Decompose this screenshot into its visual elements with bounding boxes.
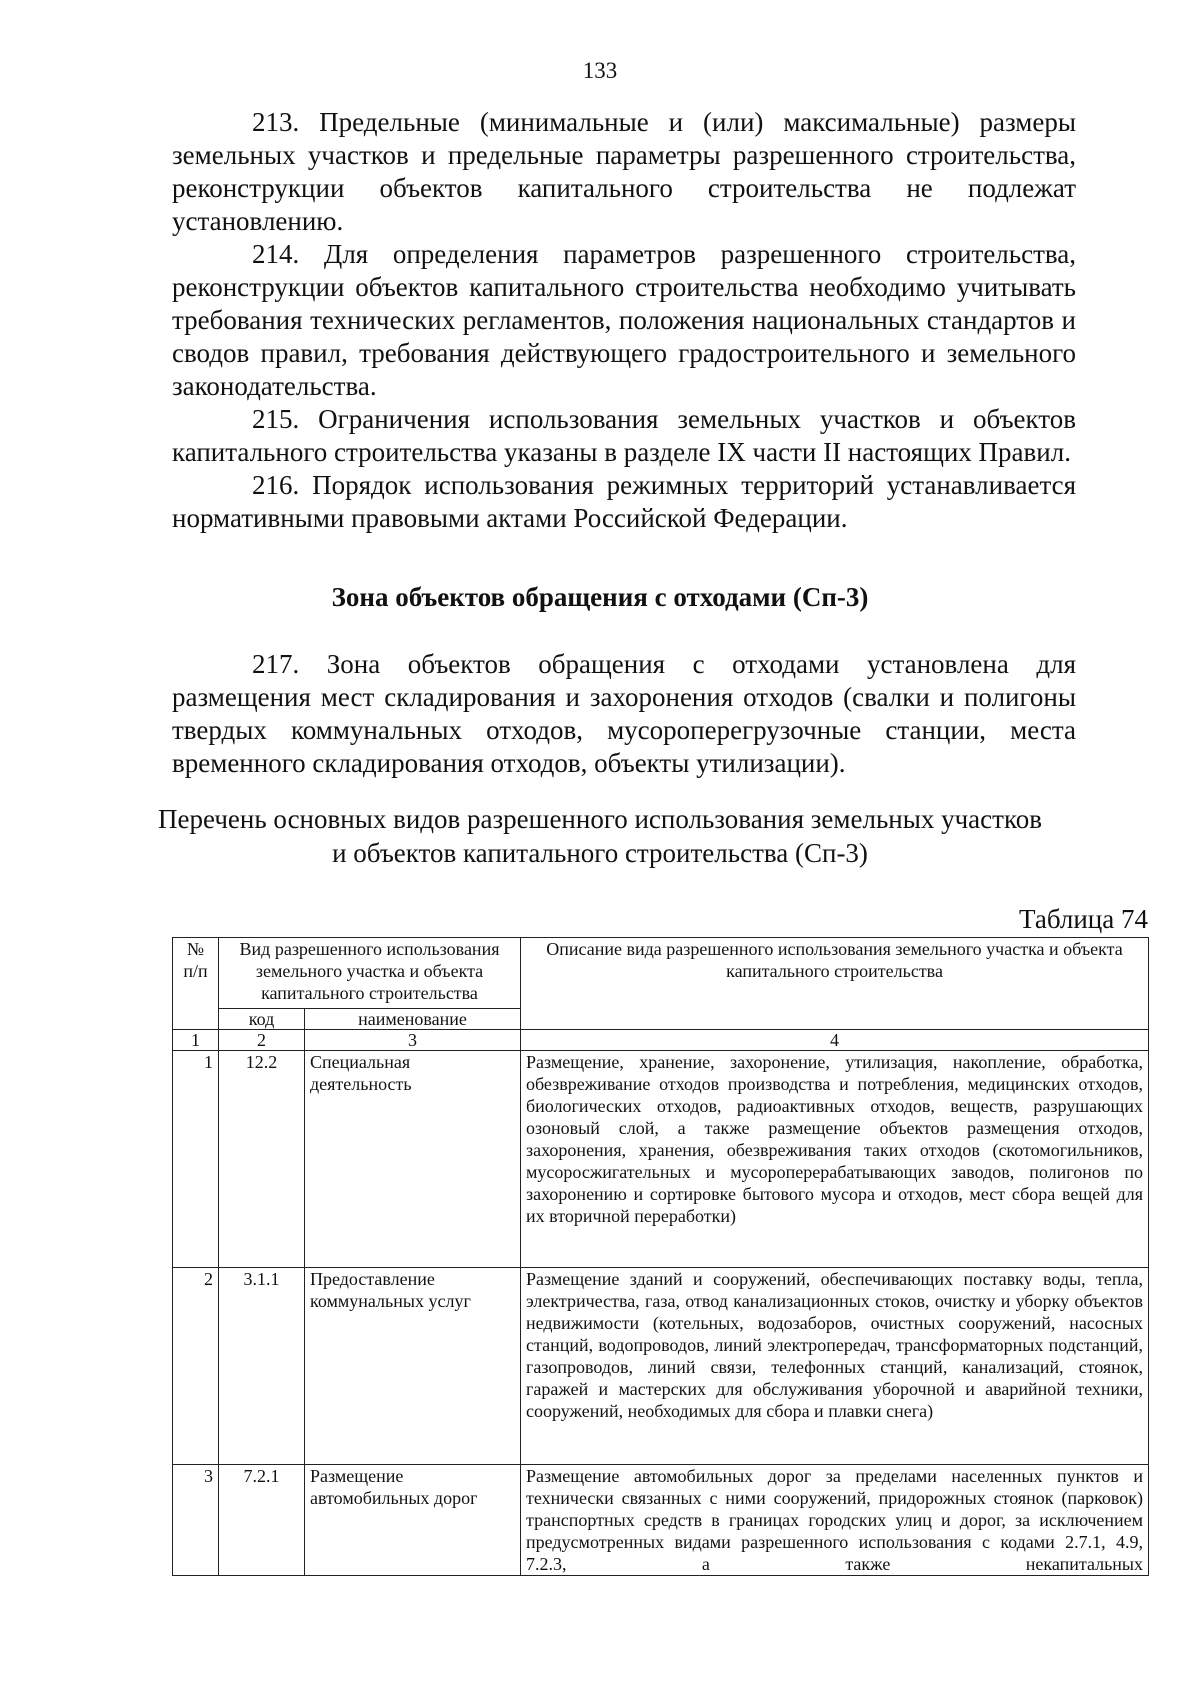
column-numbering-row	[173, 1030, 1149, 1051]
paragraph-213: 213. Предельные (минимальные и (или) максимальные) размеры земельных участков и предельные параметры разрешенного строительства, реконструкции объектов капитального строительства не подлежат установлению.	[172, 107, 1076, 236]
column-number: 2	[219, 1030, 305, 1051]
header-desc: Описание вида разрешенного использования земельного участка и объекта капитального строительства	[521, 938, 1149, 1030]
header-kod: код	[219, 1009, 305, 1030]
table-caption: Таблица 74	[1019, 904, 1148, 934]
row-description: Размещение автомобильных дорог за пределами населенных пунктов и технически связанных с ними сооружений, придорожных стоянок (парковок) транспортных средств в границах городских улиц и дорог, за исключением предусмотренных видами разрешенного использования с кодами 2.7.1, 4.9, 7.2.3, а также некапитальных	[521, 1465, 1149, 1576]
table-row	[173, 1268, 1149, 1465]
paragraphs-block	[172, 106, 1076, 535]
row-name: Размещение автомобильных дорог	[305, 1465, 521, 1576]
row-description: Размещение, хранение, захоронение, утилизация, накопление, обработка, обезвреживание отходов производства и потребления, медицинских отходов, биологических отходов, радиоактивных отходов, веществ, разрушающих озоновый слой, а также размещение объектов размещения отходов, захоронения, хранения, обезвреживания таких отходов (скотомогильников, мусоросжигательных и мусороперерабатывающих заводов, полигонов по захоронению и сортировке бытового мусора и отходов, мест сбора вещей для их вторичной переработки)	[521, 1051, 1149, 1268]
row-description: Размещение зданий и сооружений, обеспечивающих поставку воды, тепла, электричества, газа, отвод канализационных стоков, очистку и уборку объектов недвижимости (котельных, водозаборов, очистных сооружений, насосных станций, водопроводов, линий электропередач, трансформаторных подстанций, газопроводов, линий связи, телефонных станций, канализаций, стоянок, гаражей и мастерских для обслуживания уборочной и аварийной техники, сооружений, необходимых для сбора и плавки снега)	[521, 1268, 1149, 1465]
row-code: 3.1.1	[219, 1268, 305, 1465]
header-num: № п/п	[173, 938, 219, 1030]
column-number: 4	[521, 1030, 1149, 1051]
header-name: наименование	[305, 1009, 521, 1030]
section-heading: Зона объектов обращения с отходами (Сп-3)	[331, 582, 869, 612]
list-title	[0, 802, 1200, 870]
row-number: 1	[173, 1051, 219, 1268]
table-row	[173, 1465, 1149, 1576]
row-number: 3	[173, 1465, 219, 1576]
row-number: 2	[173, 1268, 219, 1465]
paragraph-215: 215. Ограничения использования земельных участков и объектов капитального строительства указаны в разделе IX части II настоящих Правил.	[172, 404, 1076, 467]
column-number: 1	[173, 1030, 219, 1051]
list-title-line-2: и объектов капитального строительства (Сп-3)	[332, 838, 868, 868]
row-code: 12.2	[219, 1051, 305, 1268]
page-number: 133	[582, 58, 618, 83]
permitted-use-table	[172, 937, 1149, 1576]
list-title-line-1: Перечень основных видов разрешенного использования земельных участков	[158, 804, 1042, 834]
paragraph-217: 217. Зона объектов обращения с отходами установлена для размещения мест складирования и захоронения отходов (свалки и полигоны твердых коммунальных отходов, мусороперегрузочные станции, места временного складирования отходов, объекты утилизации).	[172, 649, 1076, 778]
row-code: 7.2.1	[219, 1465, 305, 1576]
table-header-row	[173, 938, 1149, 1009]
row-name: Специальная деятельность	[305, 1051, 521, 1268]
header-vid: Вид разрешенного использования земельного участка и объекта капитального строительства	[219, 938, 521, 1009]
paragraph-217-block	[172, 648, 1076, 780]
column-number: 3	[305, 1030, 521, 1051]
table-row	[173, 1051, 1149, 1268]
paragraph-216: 216. Порядок использования режимных территорий устанавливается нормативными правовыми актами Российской Федерации.	[172, 470, 1076, 533]
row-name: Предоставление коммунальных услуг	[305, 1268, 521, 1465]
paragraph-214: 214. Для определения параметров разрешенного строительства, реконструкции объектов капитального строительства необходимо учитывать требования технических регламентов, положения национальных стандартов и сводов правил, требования действующего градостроительного и земельного законодательства.	[172, 239, 1076, 401]
